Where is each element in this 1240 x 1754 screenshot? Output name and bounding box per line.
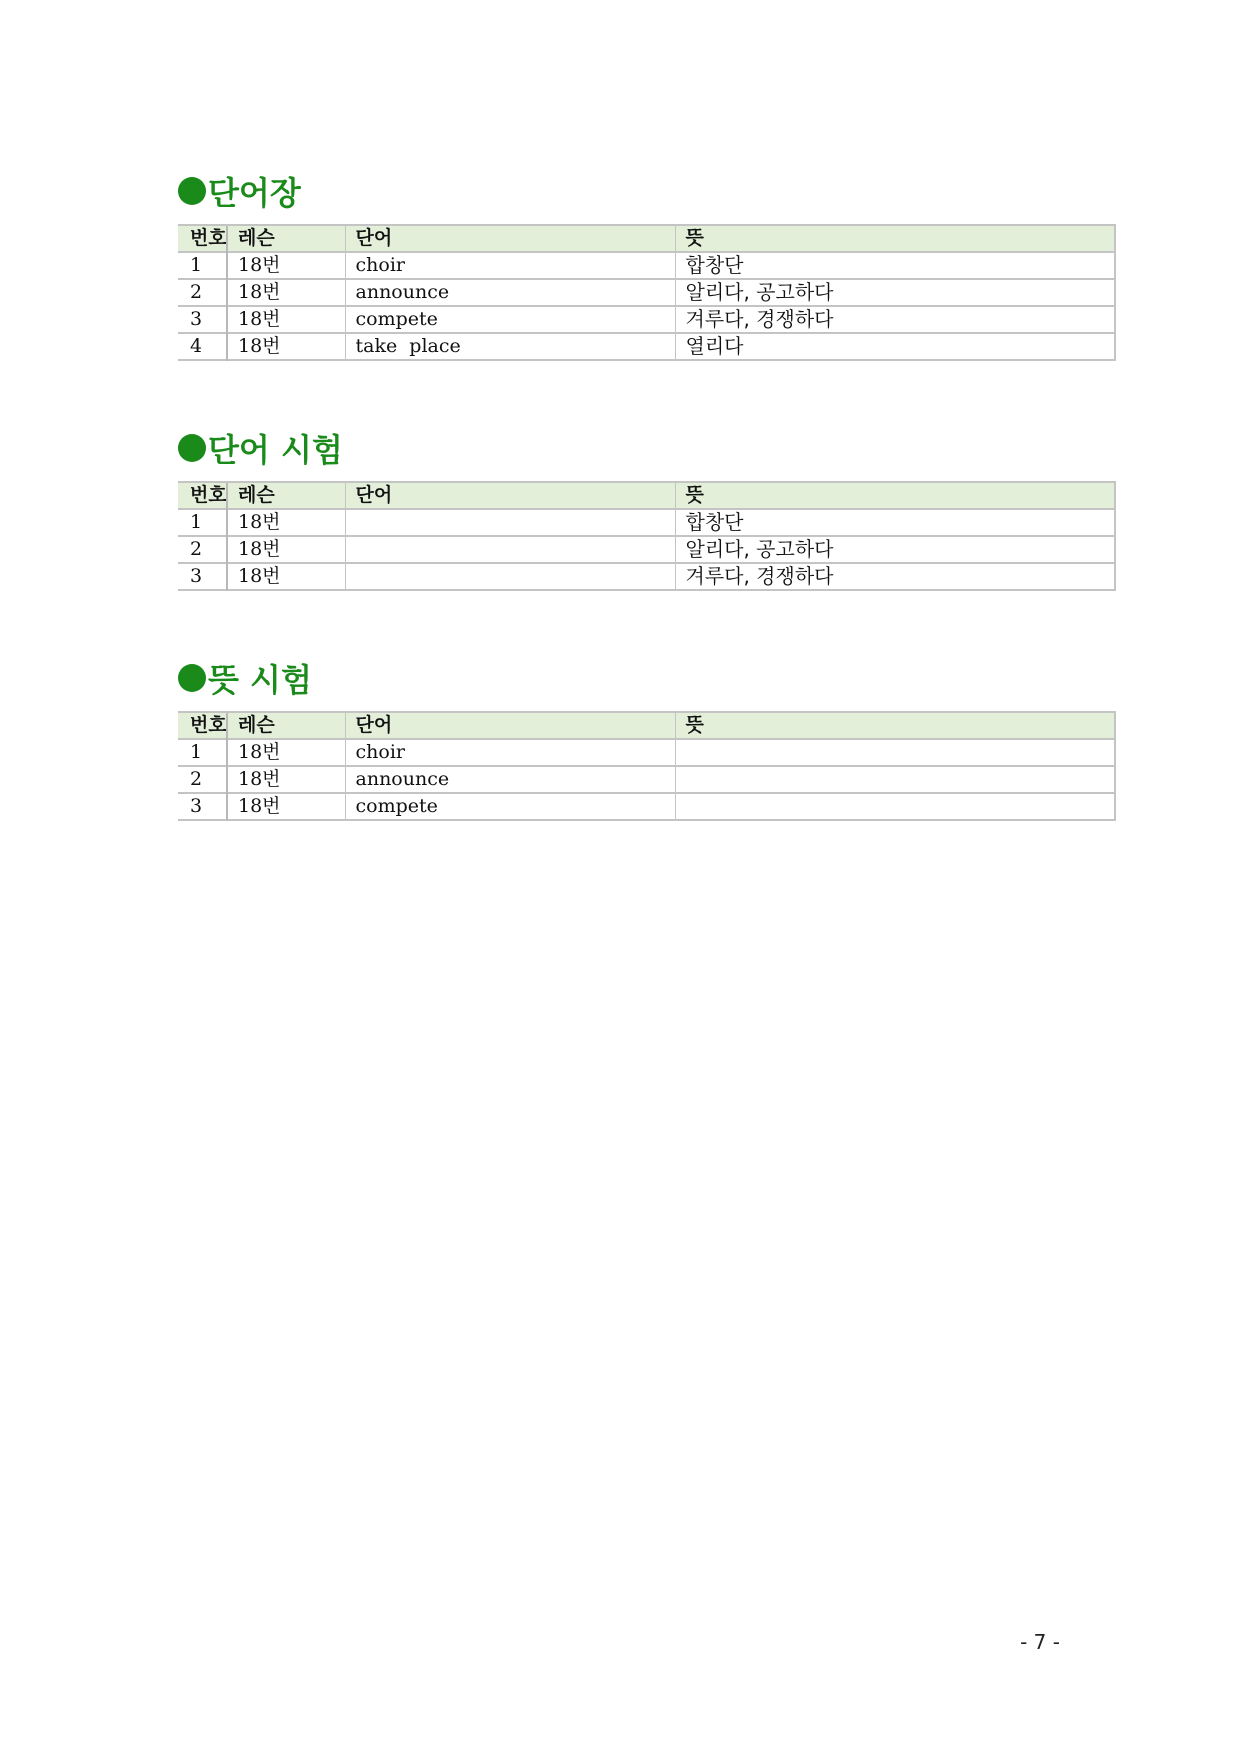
header-word: 단어 xyxy=(345,482,675,509)
cell-lesson: 18번 xyxy=(227,306,345,333)
bullet-icon xyxy=(178,434,206,462)
section-title: 뜻 시험 xyxy=(208,661,312,699)
table-row xyxy=(178,333,1115,360)
header-meaning: 뜻 xyxy=(675,482,1115,509)
section-title: 단어 시험 xyxy=(208,431,343,469)
cell-word: announce xyxy=(345,279,675,306)
header-word: 단어 xyxy=(345,225,675,252)
cell-meaning: 알리다, 공고하다 xyxy=(675,279,1115,306)
header-word: 단어 xyxy=(345,712,675,739)
bullet-icon xyxy=(178,177,206,205)
cell-word: announce xyxy=(345,766,675,793)
table-row xyxy=(178,509,1115,536)
cell-number: 2 xyxy=(178,536,227,563)
header-meaning: 뜻 xyxy=(675,712,1115,739)
cell-meaning: 합창단 xyxy=(675,252,1115,279)
cell-word: compete xyxy=(345,306,675,333)
table-row xyxy=(178,766,1115,793)
cell-number: 2 xyxy=(178,766,227,793)
table-header-row xyxy=(178,225,1115,252)
header-lesson: 레슨 xyxy=(227,225,345,252)
cell-number: 2 xyxy=(178,279,227,306)
meaning-test-table xyxy=(178,711,1116,821)
cell-meaning: 열리다 xyxy=(675,333,1115,360)
table-row xyxy=(178,563,1115,590)
header-number: 번호 xyxy=(178,482,227,509)
cell-lesson: 18번 xyxy=(227,563,345,590)
vocabulary-table xyxy=(178,224,1116,361)
cell-word: compete xyxy=(345,793,675,820)
table-row xyxy=(178,306,1115,333)
table-row xyxy=(178,279,1115,306)
word-test-table xyxy=(178,481,1116,591)
answer-cell-word[interactable] xyxy=(345,536,675,563)
header-number: 번호 xyxy=(178,225,227,252)
cell-lesson: 18번 xyxy=(227,279,345,306)
section-title: 단어장 xyxy=(208,174,301,212)
cell-meaning: 겨루다, 경쟁하다 xyxy=(675,306,1115,333)
section-heading xyxy=(178,655,312,701)
answer-cell-meaning[interactable] xyxy=(675,766,1115,793)
cell-number: 1 xyxy=(178,739,227,766)
cell-meaning: 겨루다, 경쟁하다 xyxy=(675,563,1115,590)
cell-number: 1 xyxy=(178,252,227,279)
table-row xyxy=(178,793,1115,820)
cell-word: choir xyxy=(345,739,675,766)
table-row xyxy=(178,252,1115,279)
cell-number: 3 xyxy=(178,793,227,820)
answer-cell-meaning[interactable] xyxy=(675,793,1115,820)
cell-number: 3 xyxy=(178,306,227,333)
answer-cell-word[interactable] xyxy=(345,509,675,536)
cell-word: choir xyxy=(345,252,675,279)
header-lesson: 레슨 xyxy=(227,712,345,739)
page-number: - 7 - xyxy=(1020,1630,1060,1654)
cell-lesson: 18번 xyxy=(227,739,345,766)
cell-meaning: 합창단 xyxy=(675,509,1115,536)
cell-number: 3 xyxy=(178,563,227,590)
answer-cell-word[interactable] xyxy=(345,563,675,590)
section-heading xyxy=(178,168,301,214)
cell-lesson: 18번 xyxy=(227,252,345,279)
answer-cell-meaning[interactable] xyxy=(675,739,1115,766)
cell-word: take place xyxy=(345,333,675,360)
table-header-row xyxy=(178,712,1115,739)
header-meaning: 뜻 xyxy=(675,225,1115,252)
table-row xyxy=(178,739,1115,766)
cell-lesson: 18번 xyxy=(227,509,345,536)
cell-lesson: 18번 xyxy=(227,766,345,793)
cell-number: 1 xyxy=(178,509,227,536)
table-row xyxy=(178,536,1115,563)
bullet-icon xyxy=(178,664,206,692)
cell-lesson: 18번 xyxy=(227,793,345,820)
section-heading xyxy=(178,425,343,471)
cell-lesson: 18번 xyxy=(227,536,345,563)
table-header-row xyxy=(178,482,1115,509)
header-number: 번호 xyxy=(178,712,227,739)
cell-lesson: 18번 xyxy=(227,333,345,360)
cell-meaning: 알리다, 공고하다 xyxy=(675,536,1115,563)
header-lesson: 레슨 xyxy=(227,482,345,509)
cell-number: 4 xyxy=(178,333,227,360)
